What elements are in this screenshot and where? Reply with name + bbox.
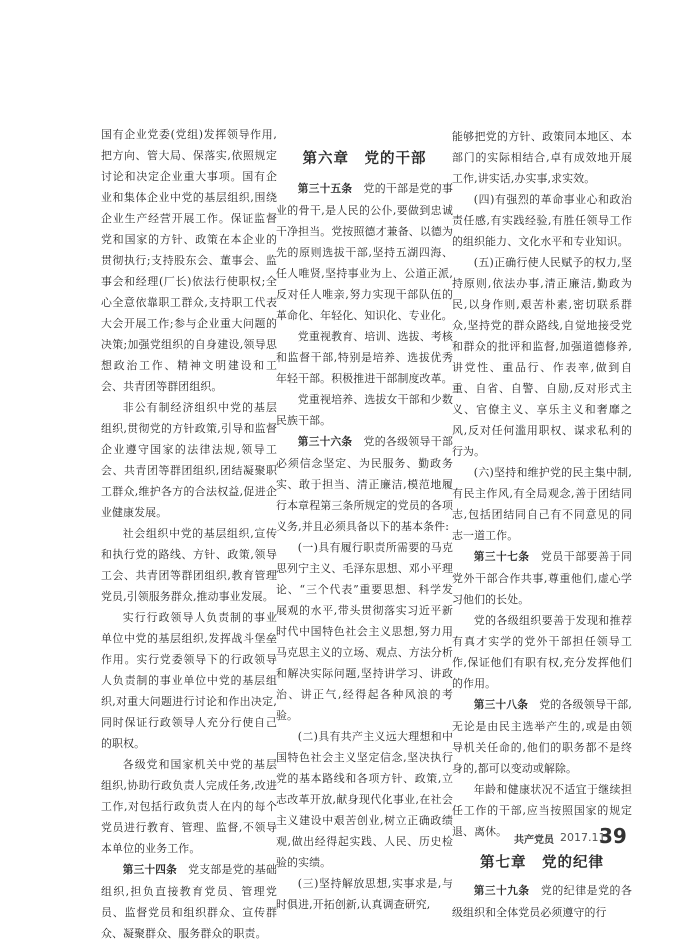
paragraph: 党重视培养、选拔女干部和少数民族干部。 xyxy=(276,393,453,427)
article-number: 第三十四条 xyxy=(122,864,177,876)
column-2 xyxy=(276,178,453,915)
article-text: 党支部是党的基础组织,担负直接教育党员、管理党员、监督党员和组织群众、宣传群众、凝聚群众、服务群众的职责。 xyxy=(101,863,278,940)
article-number: 第三十八条 xyxy=(473,699,529,711)
paragraph: 各级党和国家机关中党的基层组织,协助行政负责人完成任务,改进工作,对包括行政负责人在内的每个党员进行教育、管理、监督,不领导本单位的业务工作。 xyxy=(101,758,277,855)
chapter-title: 第六章 党的干部 xyxy=(302,151,427,167)
article-number: 第三十六条 xyxy=(297,436,353,448)
article-paragraph xyxy=(452,694,632,779)
article-paragraph xyxy=(101,859,277,944)
article-text: 党的纪律是党的各级组织和全体党员必须遵守的行 xyxy=(452,884,632,919)
article-number: 第三十七条 xyxy=(473,551,530,563)
paragraph: 社会组织中党的基层组织,宣传和执行党的路线、方针、政策,领导工会、共青团等群团组织,教育管理党员,引领服务群众,推动事业发展。 xyxy=(101,527,277,603)
article-number: 第三十九条 xyxy=(473,885,530,897)
issue-date: 2017.11 xyxy=(560,831,606,844)
column-1 xyxy=(101,124,277,944)
paragraph: (六)坚持和维护党的民主集中制,有民主作风,有全局观念,善于团结同志,包括团结同自己有不同意见的同志一道工作。 xyxy=(452,466,632,542)
page-number: 39 xyxy=(599,824,627,848)
paragraph: (三)坚持解放思想,实事求是,与时俱进,开拓创新,认真调查研究, xyxy=(276,877,453,911)
article-paragraph xyxy=(276,178,453,326)
article-paragraph xyxy=(276,431,453,537)
article-text: 党的干部是党的事业的骨干,是人民的公仆,要做到忠诚干净担当。党按照德才兼备、以德为先的原则选拔干部,坚持五湖四海、任人唯贤,坚持事业为上、公道正派,反对任人唯亲,努力实现干部队伍的革命化、年轻化、知识化、专业化。 xyxy=(276,182,453,322)
paragraph: 能够把党的方针、政策同本地区、本部门的实际相结合,卓有成效地开展工作,讲实话,办实事,求实效。 xyxy=(452,130,632,185)
magazine-name: 共产党员 xyxy=(514,835,554,846)
article-text: 党的各级领导干部必须信念坚定、为民服务、勤政务实、敢于担当、清正廉洁,模范地履行本章程第三条所规定的党员的各项义务,并且必须具备以下的基本条件: xyxy=(276,435,453,533)
article-paragraph xyxy=(452,880,632,923)
paragraph: (五)正确行使人民赋予的权力,坚持原则,依法办事,清正廉洁,勤政为民,以身作则,艰苦朴素,密切联系群众,坚持党的群众路线,自觉地接受党和群众的批评和监督,加强道德修养,讲党性、重品行、作表率,做到自重、自省、自警、自励,反对形式主义、官僚主义、享乐主义和奢靡之风,反对任何滥用职权、谋求私利的行为。 xyxy=(452,256,632,458)
column-3 xyxy=(452,126,632,923)
article-text: 党员干部要善于同党外干部合作共事,尊重他们,虚心学习他们的长处。 xyxy=(452,550,632,606)
article-text: 党的各级领导干部,无论是由民主选举产生的,或是由领导机关任命的,他们的职务都不是终身的,都可以变动或解除。 xyxy=(452,698,633,775)
paragraph: 年龄和健康状况不适宜于继续担任工作的干部,应当按照国家的规定退、离休。 xyxy=(452,783,632,838)
paragraph: (二)具有共产主义远大理想和中国特色社会主义坚定信念,坚决执行党的基本路线和各项方针、政策,立志改革开放,献身现代化事业,在社会主义建设中艰苦创业,树立正确政绩观,做出经得起实践、人民、历史检验的实绩。 xyxy=(276,730,453,869)
chapter-title: 第七章 党的纪律 xyxy=(480,855,604,871)
paragraph: (四)有强烈的革命事业心和政治责任感,有实践经验,有胜任领导工作的组织能力、文化水平和专业知识。 xyxy=(452,193,632,248)
paragraph: 实行行政领导人负责制的事业单位中党的基层组织,发挥战斗堡垒作用。实行党委领导下的行政领导人负责制的事业单位中党的基层组织,对重大问题进行讨论和作出决定,同时保证行政领导人充分行使自己的职权。 xyxy=(101,611,277,750)
paragraph: 党的各级组织要善于发现和推荐有真才实学的党外干部担任领导工作,保证他们有职有权,充分发挥他们的作用。 xyxy=(452,614,632,690)
paragraph: 非公有制经济组织中党的基层组织,贯彻党的方针政策,引导和监督企业遵守国家的法律法规,领导工会、共青团等群团组织,团结凝聚职工群众,维护各方的合法权益,促进企业健康发展。 xyxy=(101,401,277,519)
article-paragraph xyxy=(452,546,632,610)
paragraph: 党重视教育、培训、选拔、考核和监督干部,特别是培养、选拔优秀年轻干部。积极推进干部制度改革。 xyxy=(276,330,453,385)
page-footer xyxy=(514,822,664,848)
paragraph: 国有企业党委(党组)发挥领导作用,把方向、管大局、保落实,依照规定讨论和决定企业重大事项。国有企业和集体企业中党的基层组织,围绕企业生产经营开展工作。保证监督党和国家的方针、政策在本企业的贯彻执行;支持股东会、董事会、监事会和经理(厂长)依法行使职权;全心全意依靠职工群众,支持职工代表大会开展工作;参与企业重大问题的决策;加强党组织的自身建设,领导思想政治工作、精神文明建设和工会、共青团等群团组织。 xyxy=(101,128,277,393)
article-number: 第三十五条 xyxy=(297,183,353,195)
paragraph: (一)具有履行职责所需要的马克思列宁主义、毛泽东思想、邓小平理论、“三个代表”重要思想、科学发展观的水平,带头贯彻落实习近平新时代中国特色社会主义思想,努力用马克思主义的立场、观点、方法分析和解决实际问题,坚持讲学习、讲政治、讲正气,经得起各种风浪的考验。 xyxy=(276,541,453,722)
